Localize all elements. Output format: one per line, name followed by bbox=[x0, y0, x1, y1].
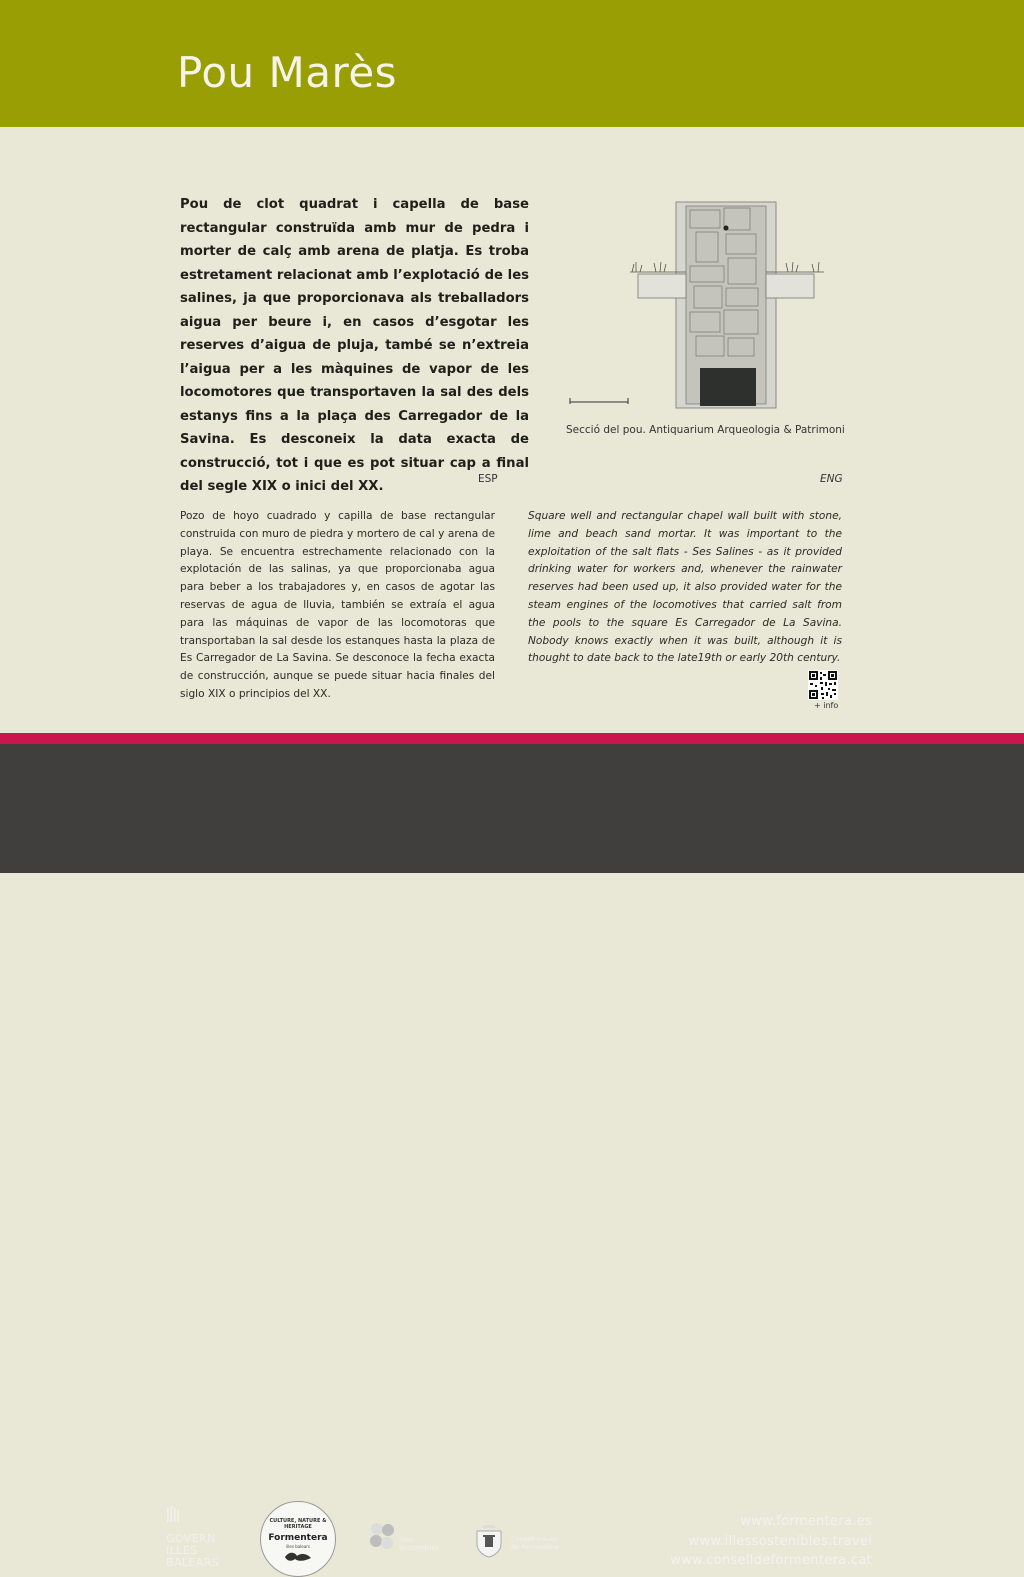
consell-line1: Consell Insular bbox=[511, 1535, 559, 1543]
label-eng: ENG bbox=[820, 473, 843, 485]
illes-line2: Sostenibles bbox=[399, 1544, 440, 1552]
badge-name: Formentera bbox=[268, 1533, 328, 1543]
url-illessostenibles[interactable]: www.illessostenibles.travel bbox=[688, 1533, 872, 1549]
coat-of-arms-icon bbox=[474, 1524, 504, 1558]
figure-caption: Secció del pou. Antiquarium Arqueologia & Patrimoni bbox=[566, 424, 845, 436]
main-description-catalan: Pou de clot quadrat i capella de base rectangular construïda amb mur de pedra i morter de calç amb arena de platja. Es troba estretament relacionat amb l’explotació de les salines, ja que proporcionava als treballadors aigua per beure i, en casos d’esgotar les reserves d’aigua de pluja, també se n’extreia l’aigua per a les màquines de vapor de les locomotores que transportaven la sal des dels estanys fins a la plaça des Carregador de la Savina. Es desconeix la data exacta de construcció, tot i que es pot situar cap a final del segle XIX o inici del XX. bbox=[180, 197, 529, 494]
badge-top-text: CULTURE, NATURE & HERITAGE bbox=[269, 1518, 327, 1530]
consell-line2: de Formentera bbox=[511, 1542, 559, 1551]
formentera-heritage-badge[interactable] bbox=[260, 1501, 336, 1577]
footer-urls bbox=[670, 1512, 872, 1571]
govern-bars-icon bbox=[166, 1506, 180, 1524]
page-title: Pou Marès bbox=[177, 48, 398, 97]
govern-line2: ILLES bbox=[166, 1544, 198, 1557]
footer bbox=[0, 744, 1024, 1569]
illes-sostenibles-logo[interactable] bbox=[367, 1521, 440, 1557]
qr-info-label: + info bbox=[814, 701, 839, 710]
govern-line1: GOVERN bbox=[166, 1532, 216, 1545]
govern-illes-balears-logo[interactable] bbox=[166, 1506, 219, 1569]
well-section-drawing bbox=[566, 192, 836, 414]
url-formentera[interactable]: www.formentera.es bbox=[740, 1514, 872, 1529]
accent-line bbox=[0, 733, 1024, 744]
description-spanish: Pozo de hoyo cuadrado y capilla de base rectangular construida con muro de piedra y mortero de cal y arena de playa. Se encuentra estrechamente relacionado con la explotación de las salinas, ya que proporcionaba agua para beber a los trabajadores y, en casos de agotar las reservas de agua de lluvia, también se extraía el agua para las máquinas de vapor de las locomotoras que transportaban la sal desde los estanques hasta la plaza de Es Carregador de La Savina. Se desconoce la fecha exacta de construcción, aunque se puede situar hacia finales del siglo XIX o principios del XX. bbox=[180, 510, 495, 700]
label-esp: ESP bbox=[478, 473, 498, 485]
description-english: Square well and rectangular chapel wall built with stone, lime and beach sand mortar. It was important to the exploitation of the salt flats - Ses Salines - as it provided drinking water for workers and, whenever the rainwater reserves had been used up, it also provided water for the steam engines of the locomotives that carried salt from the pools to the square Es Carregador de La Savina. Nobody knows exactly when it was built, although it is thought to date back to the late19th or early 20th century. bbox=[528, 510, 842, 665]
qr-code-icon[interactable] bbox=[808, 670, 838, 700]
island-shape-icon bbox=[283, 1549, 313, 1563]
badge-sub-text: illes balears bbox=[286, 1544, 310, 1549]
clover-icon bbox=[367, 1521, 397, 1553]
header-band bbox=[0, 0, 1024, 127]
url-consell[interactable]: www.conselldeformentera.cat bbox=[670, 1553, 872, 1568]
govern-line3: BALEARS bbox=[166, 1556, 220, 1569]
illes-line1: Illes bbox=[399, 1536, 413, 1544]
consell-insular-logo[interactable] bbox=[474, 1524, 559, 1562]
